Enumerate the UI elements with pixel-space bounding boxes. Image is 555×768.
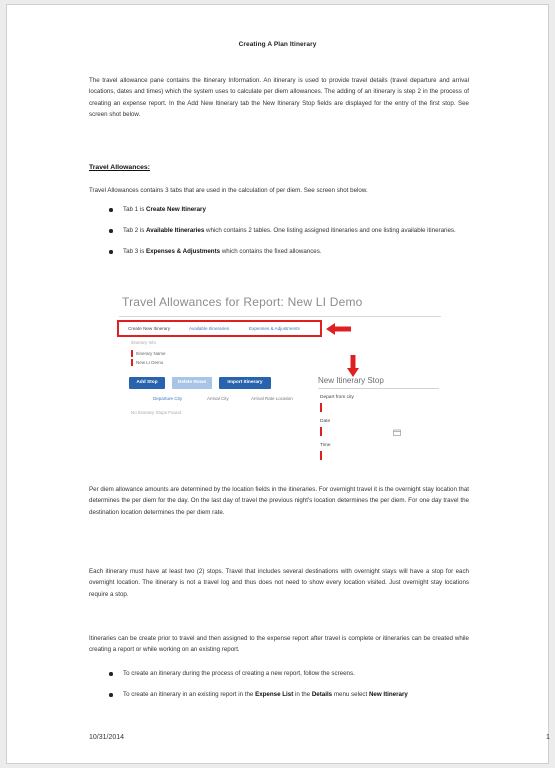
time-label: Time: [320, 443, 331, 448]
add-stop-button[interactable]: Add Stop: [129, 377, 165, 389]
document-title: Creating A Plan Itinerary: [238, 41, 317, 48]
date-field[interactable]: [320, 427, 322, 436]
divider: [318, 388, 439, 389]
section-heading: Travel Allowances:: [89, 164, 150, 171]
list-item: Tab 2 is Available Itineraries which contains 2 tables. One listing assigned itineraries and one listing available itineraries.: [107, 225, 469, 236]
list-item: Tab 3 is Expenses & Adjustments which contains the fixed allowances.: [107, 246, 469, 257]
time-field[interactable]: [320, 451, 322, 460]
delete-rows-button[interactable]: Delete Rows: [172, 377, 212, 389]
itinerary-name-label: Itinerary Name: [131, 350, 183, 357]
arrow-left-icon: [326, 323, 352, 335]
list-item: To create an itinerary in an existing report in the Expense List in the Details menu select New Itinerary: [107, 689, 469, 700]
section-intro: Travel Allowances contains 3 tabs that are used in the calculation of per diem. See screen shot below.: [89, 187, 368, 194]
create-paragraph: Itineraries can be create prior to travel and then assigned to the expense report after travel is complete or itineraries can be created while creating a report or while working on an existing report.: [89, 635, 469, 654]
depart-from-city-label: Depart from city: [320, 395, 354, 400]
column-departure-city[interactable]: Departure City: [153, 396, 183, 401]
empty-table-message: No Itinerary Stops Found: [131, 410, 182, 415]
divider: [119, 316, 441, 317]
tabs-highlight-box: [117, 320, 322, 337]
page-number: 1: [546, 734, 550, 741]
document-page: [6, 4, 549, 764]
list-item: Tab 1 is Create New Itinerary: [107, 204, 469, 215]
arrow-down-icon: [347, 355, 359, 377]
final-bullet-list: [107, 668, 469, 710]
intro-paragraph: The travel allowance pane contains the Itinerary Information. An itinerary is used to provide travel details (travel departure and arrival locations, dates and times) which the system uses to calculate per diem allowances. The adding of an itinerary is step 2 in the process of creating an expense report. In the Add New Itinerary tab the New Itinerary Stop fields are displayed for the entry of the first stop. See screen shot below.: [89, 77, 469, 118]
tab-bullet-list: [107, 204, 469, 267]
tab-create-new-itinerary[interactable]: Create New Itinerary: [128, 326, 171, 331]
import-itinerary-button[interactable]: Import Itinerary: [219, 377, 271, 389]
stops-paragraph: Each itinerary must have at least two (2) stops. Travel that includes several destinations with overnight stays will have a stop for each overnight location. The itinerary is not a travel log and thus does not need to show every location visited. Just overnight stay locations require a stop.: [89, 568, 469, 598]
screenshot-title: Travel Allowances for Report: New LI Demo: [122, 295, 363, 309]
new-itinerary-stop-title: New Itinerary Stop: [318, 376, 384, 385]
calendar-icon[interactable]: [393, 429, 401, 436]
depart-from-city-field[interactable]: [320, 403, 322, 412]
date-label: Date: [320, 419, 331, 424]
column-arrival-rate-location[interactable]: Arrival Rate Location: [251, 396, 293, 401]
tab-available-itineraries[interactable]: Available Itineraries: [189, 326, 230, 331]
per-diem-paragraph: Per diem allowance amounts are determined by the location fields in the itineraries. For overnight travel it is the overnight stay location that determines the per diem for the day. On the last day of travel the previous night's location determines the per diem. For one day travel the destination location determines the per diem rate.: [89, 486, 469, 516]
itinerary-info-label: Itinerary Info: [131, 340, 157, 345]
itinerary-name-field[interactable]: New LI Demo: [131, 359, 183, 366]
tab-expenses-adjustments[interactable]: Expenses & Adjustments: [249, 326, 300, 331]
embedded-screenshot: [119, 293, 459, 448]
column-arrival-city[interactable]: Arrival City: [207, 396, 229, 401]
footer-date: 10/31/2014: [89, 734, 125, 741]
list-item: To create an itinerary during the process of creating a new report, follow the screens.: [107, 668, 469, 679]
